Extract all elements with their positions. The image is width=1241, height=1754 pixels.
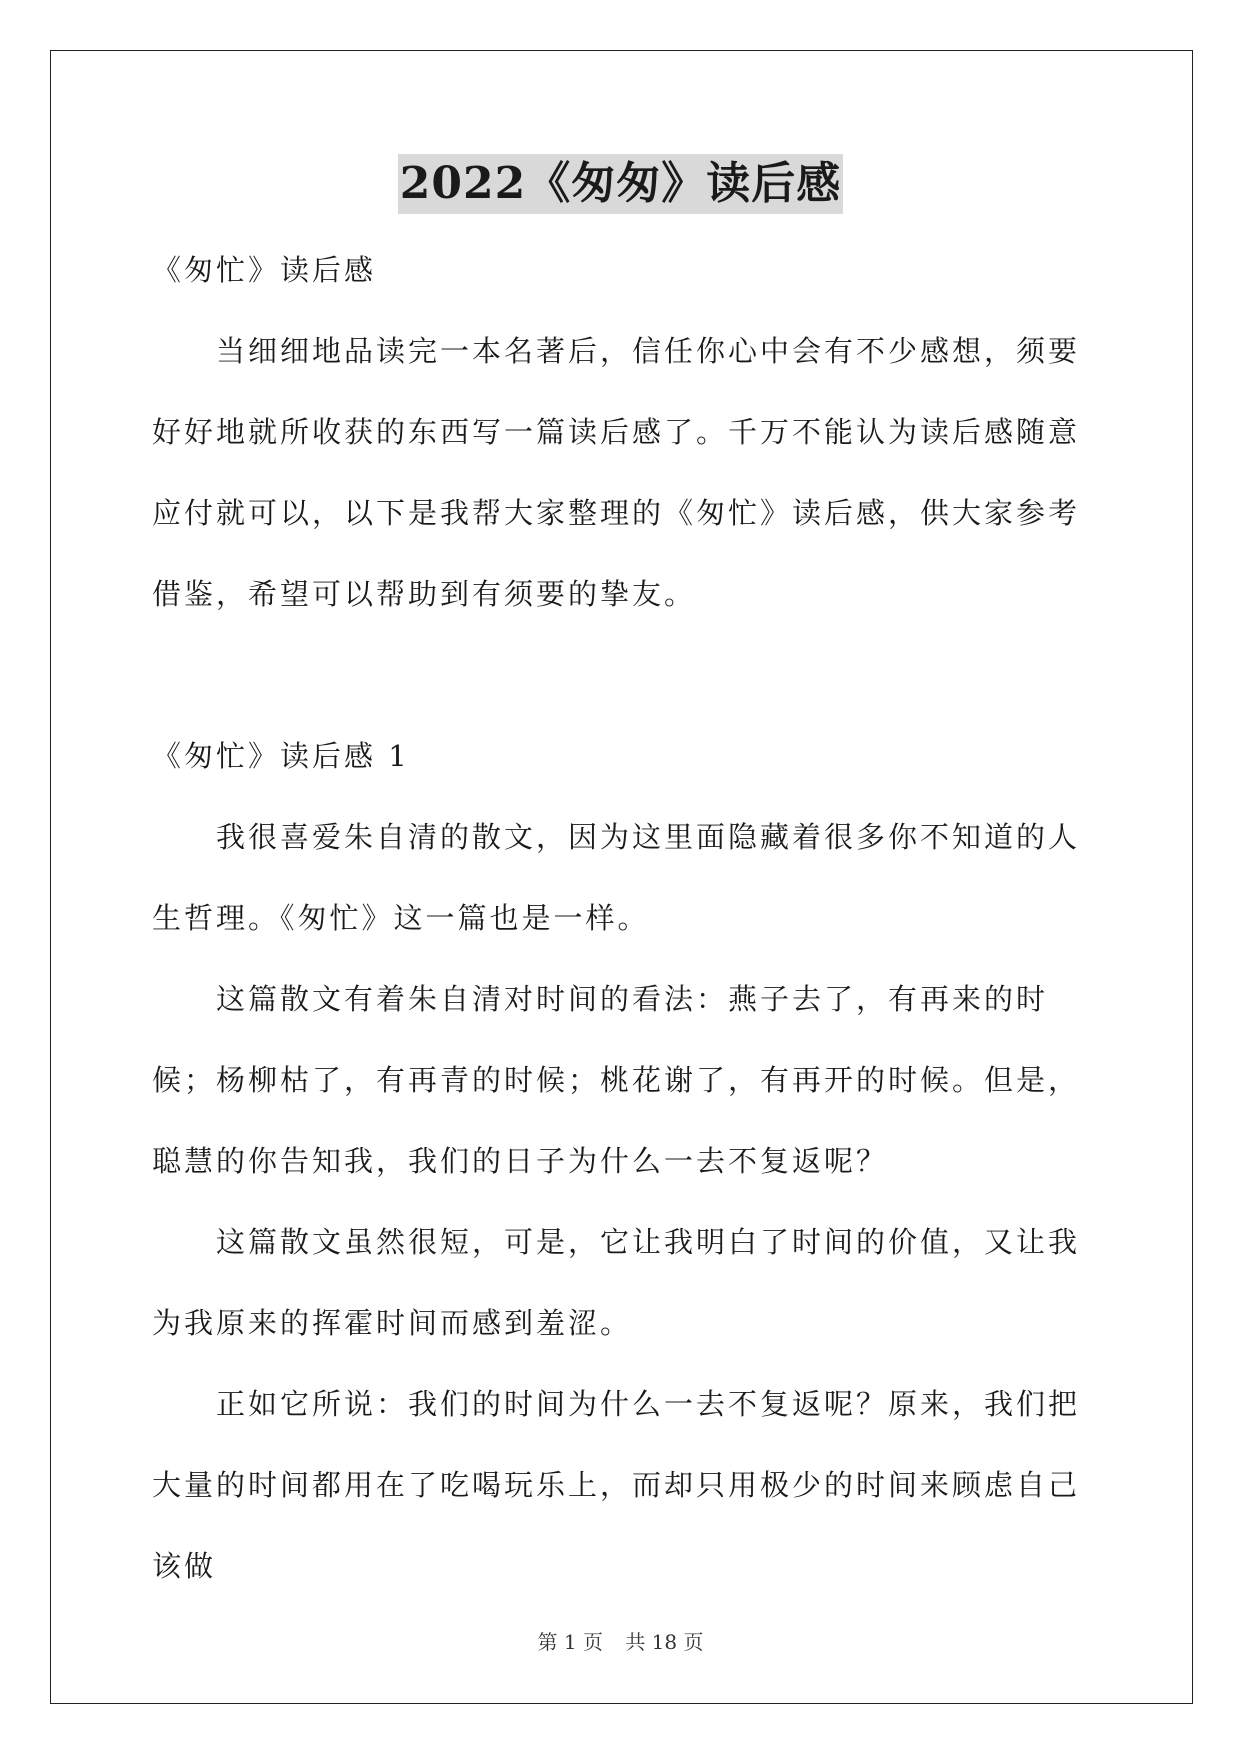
document-body xyxy=(152,230,1092,1607)
body-paragraph-3: 这篇散文虽然很短，可是，它让我明白了时间的价值，又让我为我原来的挥霍时间而感到羞涩。 xyxy=(152,1225,1081,1340)
body-paragraph-2: 这篇散文有着朱自清对时间的看法：燕子去了，有再来的时候；杨柳枯了，有再青的时候；桃花谢了，有再开的时候。但是，聪慧的你告知我，我们的日子为什么一去不复返呢？ xyxy=(152,982,1081,1178)
intro-paragraph: 当细细地品读完一本名著后，信任你心中会有不少感想，须要好好地就所收获的东西写一篇读后感了。千万不能认为读后感随意应付就可以，以下是我帮大家整理的《匆忙》读后感，供大家参考借鉴，希望可以帮助到有须要的挚友。 xyxy=(152,334,1081,611)
intro-heading: 《匆忙》读后感 xyxy=(152,253,377,287)
title-container xyxy=(0,154,1241,214)
body-paragraph-1: 我很喜爱朱自清的散文，因为这里面隐藏着很多你不知道的人生哲理。《匆忙》这一篇也是一样。 xyxy=(152,820,1081,935)
body-paragraph-4: 正如它所说：我们的时间为什么一去不复返呢？原来，我们把大量的时间都用在了吃喝玩乐上，而却只用极少的时间来顾虑自己该做 xyxy=(152,1387,1081,1583)
section-1-heading: 《匆忙》读后感 1 xyxy=(152,739,410,773)
page-footer xyxy=(0,1626,1241,1655)
page-number: 第 1 页 xyxy=(537,1630,603,1654)
document-title: 2022《匆匆》读后感 xyxy=(398,154,843,214)
section-spacer xyxy=(152,635,1092,716)
page-total: 共 18 页 xyxy=(625,1630,704,1654)
